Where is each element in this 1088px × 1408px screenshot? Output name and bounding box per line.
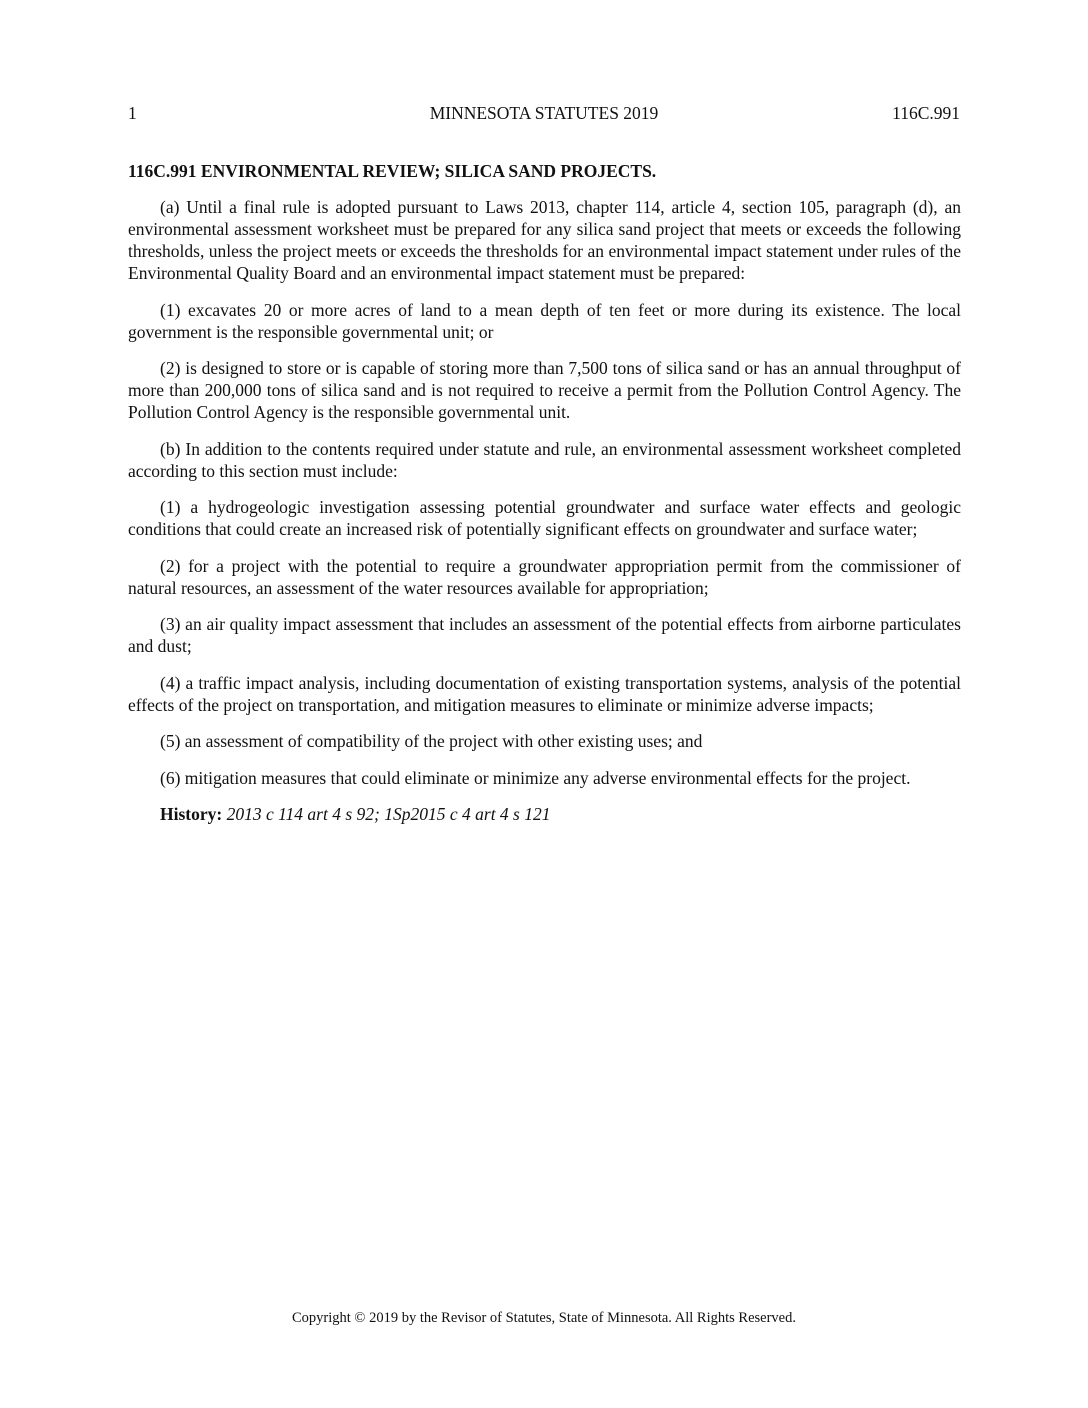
history-citation: 2013 c 114 art 4 s 92; 1Sp2015 c 4 art 4 s 121	[226, 804, 551, 824]
clause-b-3: (3) an air quality impact assessment that includes an assessment of the potential effects from airborne particulates and dust;	[128, 614, 961, 656]
publication-title: MINNESOTA STATUTES 2019	[429, 103, 659, 123]
history-label: History:	[160, 804, 223, 824]
clause-a-1: (1) excavates 20 or more acres of land to a mean depth of ten feet or more during its existence. The local government is the responsible governmental unit; or	[128, 299, 961, 342]
statute-body	[128, 160, 961, 825]
clause-b-5: (5) an assessment of compatibility of the project with other existing uses; and	[160, 731, 703, 751]
clause-b-2: (2) for a project with the potential to require a groundwater appropriation permit from the commissioner of natural resources, an assessment of the water resources available for appropriation;	[128, 555, 961, 598]
paragraph-b: (b) In addition to the contents required under statute and rule, an environmental assessment worksheet completed according to this section must include:	[128, 438, 961, 481]
paragraph-a: (a) Until a final rule is adopted pursuant to Laws 2013, chapter 114, article 4, section 105, paragraph (d), an environmental assessment worksheet must be prepared for any silica sand project that meets or exceeds the following thresholds, unless the project meets or exceeds the thresholds for an environmental impact statement under rules of the Environmental Quality Board and an environmental impact statement must be prepared:	[128, 197, 961, 283]
running-header	[128, 103, 960, 127]
section-reference: 116C.991	[892, 103, 960, 123]
clause-b-6: (6) mitigation measures that could eliminate or minimize any adverse environmental effects for the project.	[160, 767, 911, 788]
clause-a-2: (2) is designed to store or is capable of storing more than 7,500 tons of silica sand or has an annual throughput of more than 200,000 tons of silica sand and is not required to receive a permit from the Pollution Control Agency. The Pollution Control Agency is the responsible governmental unit.	[128, 358, 961, 422]
clause-b-1: (1) a hydrogeologic investigation assessing potential groundwater and surface water effects and geologic conditions that could create an increased risk of potentially significant effects on groundwater and surface water;	[128, 497, 961, 539]
page-number: 1	[128, 103, 137, 123]
history-note	[128, 803, 961, 825]
clause-b-4: (4) a traffic impact analysis, including documentation of existing transportation systems, analysis of the potential effects of the project on transportation, and mitigation measures to eliminate or minimize adverse impacts;	[128, 672, 961, 715]
section-heading: 116C.991 ENVIRONMENTAL REVIEW; SILICA SAND PROJECTS.	[128, 161, 657, 181]
copyright-footer: Copyright © 2019 by the Revisor of Statutes, State of Minnesota. All Rights Reserved.	[292, 1310, 796, 1326]
